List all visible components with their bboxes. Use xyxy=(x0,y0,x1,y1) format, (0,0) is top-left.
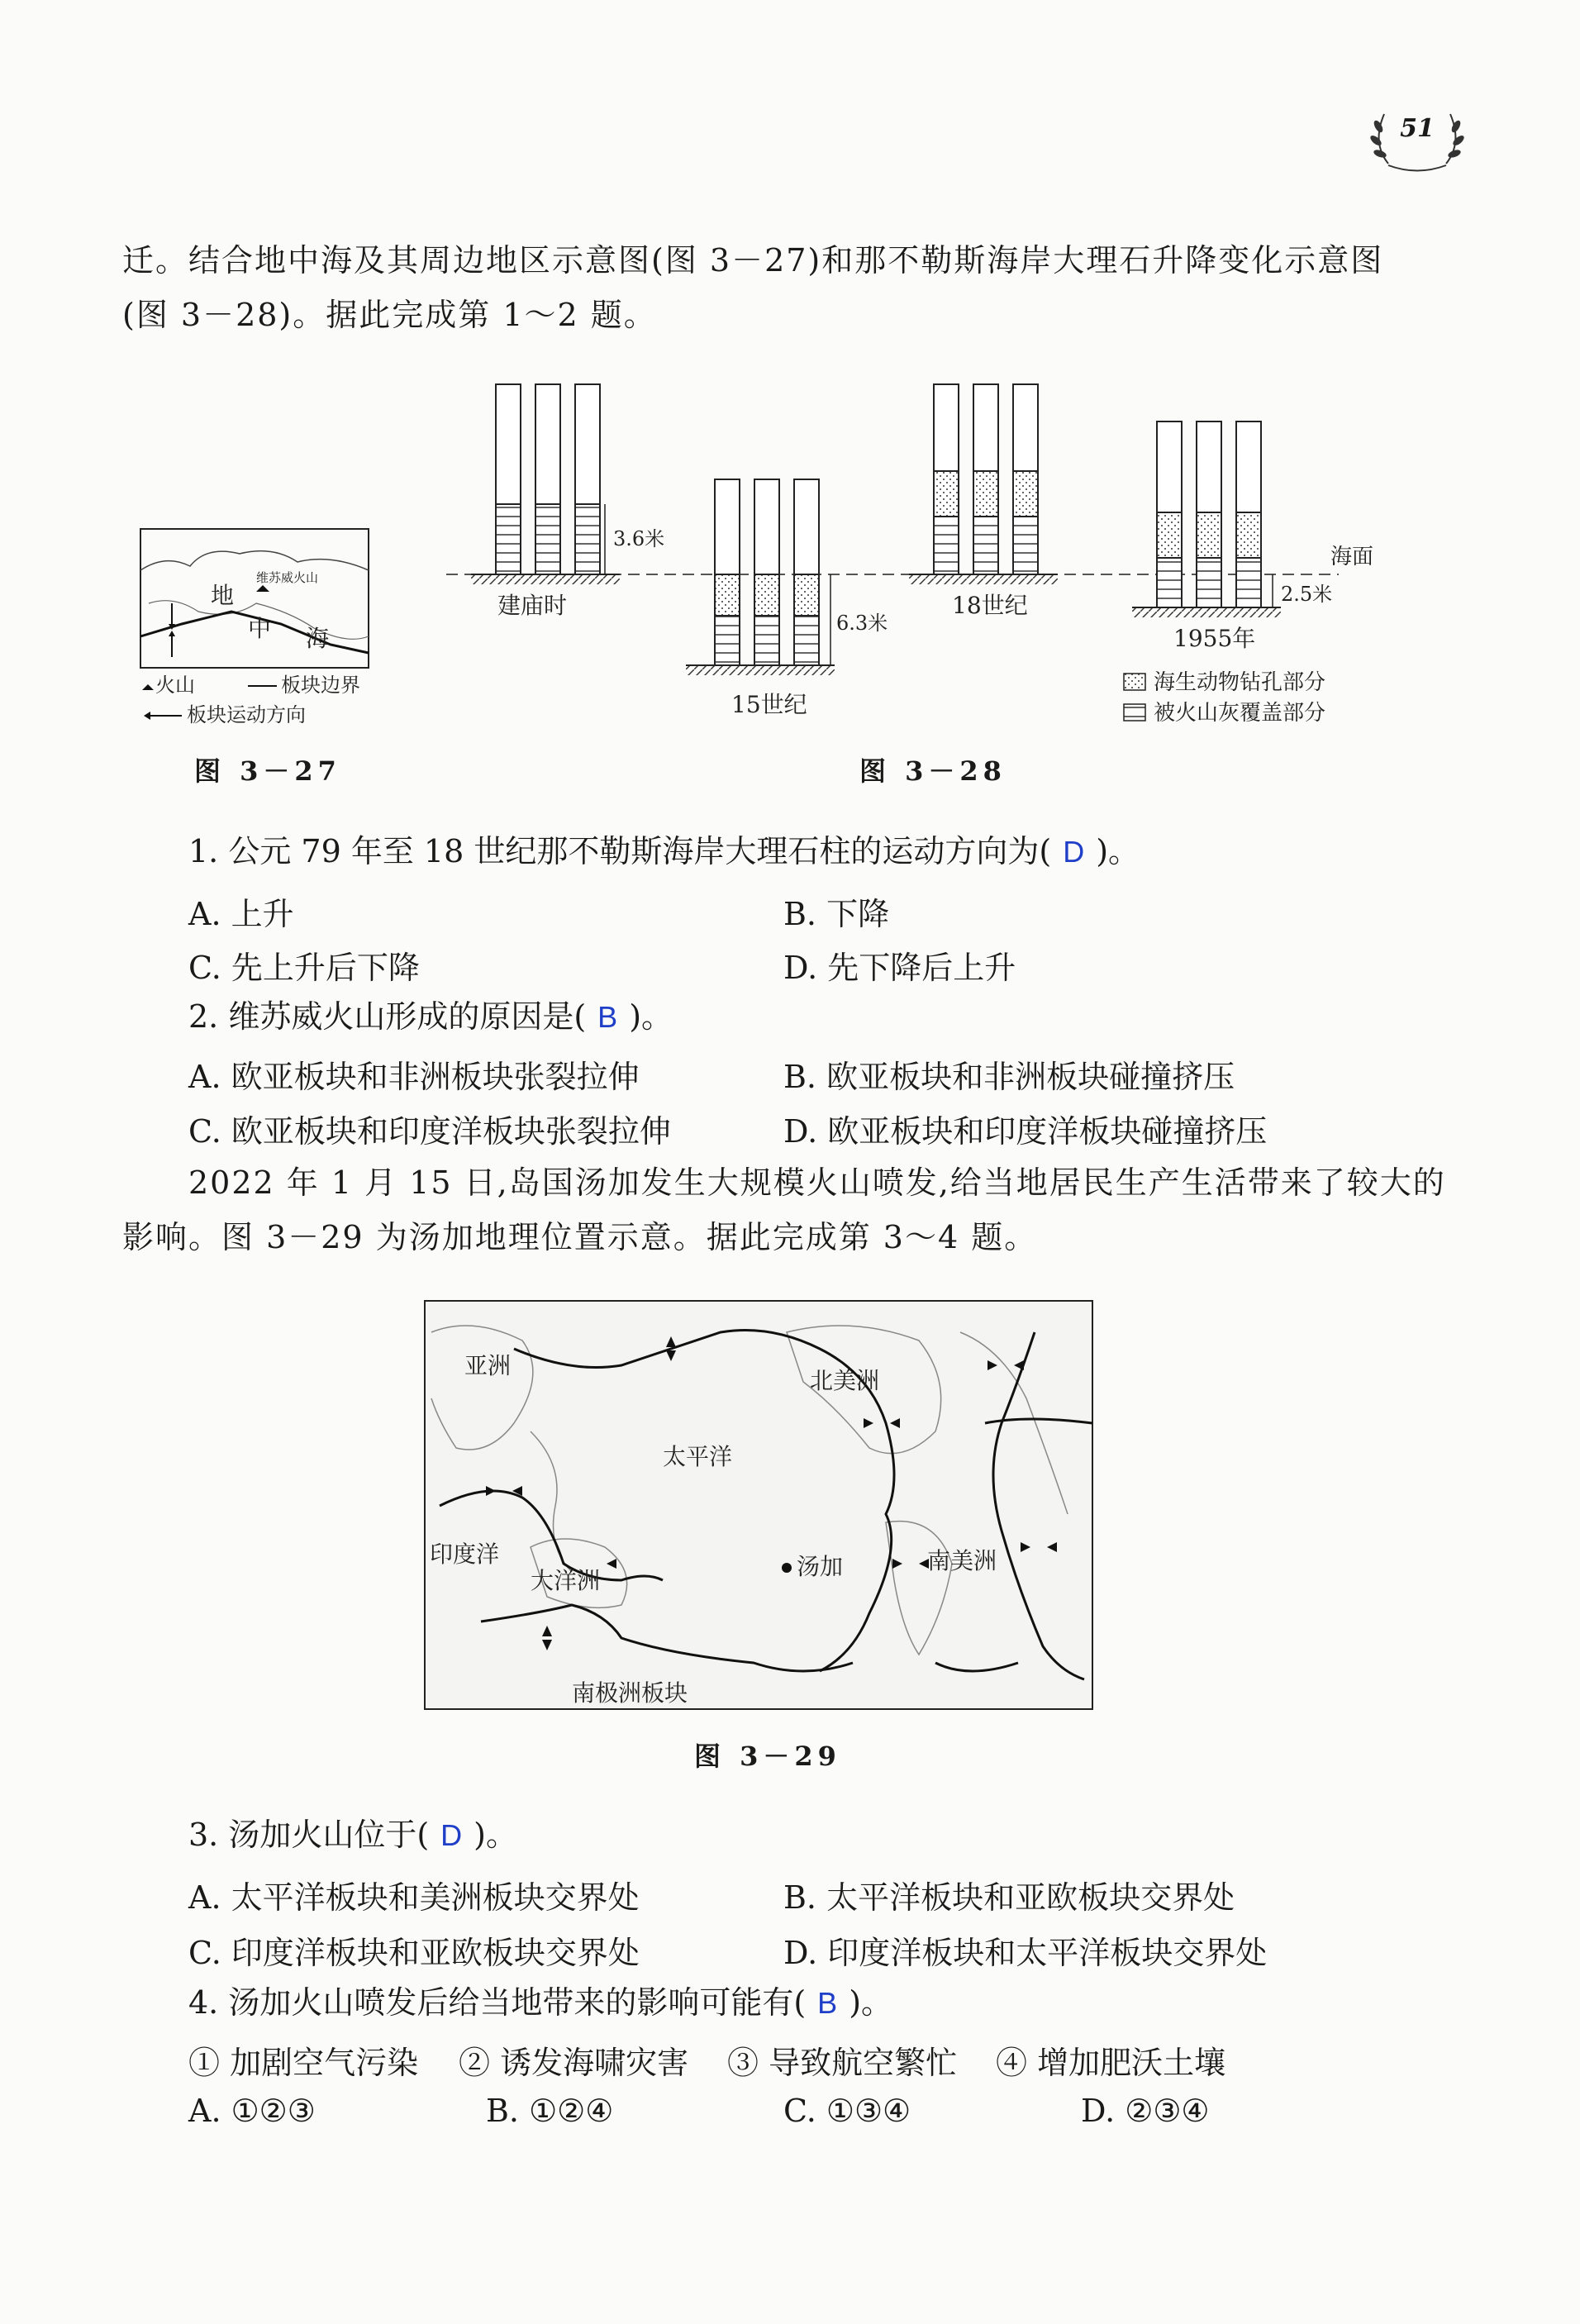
question-1-stem xyxy=(188,831,1140,873)
fig29-label-pacific: 太平洋 xyxy=(663,1443,733,1470)
fig29-label-south-america: 南美洲 xyxy=(927,1547,997,1574)
q4-item-3: ③ 导致航空繁忙 xyxy=(727,2045,958,2081)
q2-option-a: A. 欧亚板块和非洲板块张裂拉伸 xyxy=(188,1059,640,1095)
intro2-line1: 2022 年 1 月 15 日,岛国汤加发生大规模火山喷发,给当地居民生产生活带来了较大的 xyxy=(188,1164,1446,1201)
stage2-columns xyxy=(686,479,888,718)
q2-option-c: C. 欧亚板块和印度洋板块张裂拉伸 xyxy=(188,1113,671,1150)
intro1-line1: 迁。结合地中海及其周边地区示意图(图 3－27)和那不勒斯海岸大理石升降变化示意图 xyxy=(122,242,1384,279)
fig27-label-di: 地 xyxy=(211,582,235,609)
fig28-stage-2: 15世纪 xyxy=(731,691,807,718)
intro1-line2: (图 3－28)。据此完成第 1～2 题。 xyxy=(122,297,657,333)
q3-option-d: D. 印度洋板块和太平洋板块交界处 xyxy=(783,1935,1268,1971)
stage1-columns xyxy=(471,384,664,619)
fig28-stage-1: 建庙时 xyxy=(497,592,568,619)
q1-option-c: C. 先上升后下降 xyxy=(188,950,420,986)
question-2-stem xyxy=(188,996,673,1038)
q1-stem-after: )。 xyxy=(1096,833,1140,869)
legend-dots-swatch xyxy=(1124,674,1145,690)
legend-volcano-icon xyxy=(142,684,154,690)
figure-3-27-caption: 图 3－27 xyxy=(194,755,341,787)
fig29-label-north-america: 北美洲 xyxy=(810,1367,880,1394)
q2-stem-after: )。 xyxy=(629,998,673,1035)
stage3-columns xyxy=(909,384,1058,619)
fig28-sea-level: 海面 xyxy=(1330,545,1374,569)
figure-3-29-caption: 图 3－29 xyxy=(694,1741,841,1772)
q3-option-c: C. 印度洋板块和亚欧板块交界处 xyxy=(188,1935,640,1971)
q1-option-b: B. 下降 xyxy=(783,896,890,932)
figure-3-28-caption: 图 3－28 xyxy=(859,755,1007,787)
q2-stem-before: 2. 维苏威火山形成的原因是( xyxy=(188,998,587,1035)
q2-answer: B xyxy=(597,1000,618,1034)
page-number: 51 xyxy=(1400,114,1435,143)
q4-item-1: ① 加剧空气污染 xyxy=(188,2045,419,2081)
q4-option-c: C. ①③④ xyxy=(783,2093,911,2129)
q4-option-a: A. ①②③ xyxy=(188,2093,316,2129)
intro-paragraph-2 xyxy=(122,1155,1446,1264)
fig29-label-antarctic-plate: 南极洲板块 xyxy=(572,1679,688,1707)
question-3-stem xyxy=(188,1814,517,1856)
q4-option-b: B. ①②④ xyxy=(486,2093,614,2129)
fig29-label-indian-ocean: 印度洋 xyxy=(430,1541,500,1568)
q1-answer: D xyxy=(1063,835,1085,869)
fig28-stage-3: 18世纪 xyxy=(952,592,1028,619)
fig29-label-oceania: 大洋洲 xyxy=(531,1567,601,1594)
q3-option-a: A. 太平洋板块和美洲板块交界处 xyxy=(188,1879,640,1916)
fig28-legend-ash: 被火山灰覆盖部分 xyxy=(1154,701,1326,726)
figure-3-27-map xyxy=(132,521,380,736)
fig28-legend-bored: 海生动物钻孔部分 xyxy=(1154,670,1326,695)
q4-option-d: D. ②③④ xyxy=(1081,2093,1210,2129)
q1-option-a: A. 上升 xyxy=(188,896,294,932)
q1-stem-before: 1. 公元 79 年至 18 世纪那不勒斯海岸大理石柱的运动方向为( xyxy=(188,833,1052,869)
fig27-label-hai: 海 xyxy=(306,625,330,652)
stage4-columns xyxy=(1132,421,1332,652)
q4-stem-after: )。 xyxy=(849,1984,893,2021)
figure-3-29-map xyxy=(423,1299,1094,1711)
fig29-label-asia: 亚洲 xyxy=(464,1352,512,1379)
fig27-legend-direction: 板块运动方向 xyxy=(187,703,306,726)
q2-option-b: B. 欧亚板块和非洲板块碰撞挤压 xyxy=(783,1059,1235,1095)
q4-answer: B xyxy=(817,1986,838,2020)
tonga-marker-icon xyxy=(782,1563,792,1573)
fig28-measure-2: 6.3米 xyxy=(836,612,888,635)
q3-option-b: B. 太平洋板块和亚欧板块交界处 xyxy=(783,1879,1235,1916)
fig29-label-tonga: 汤加 xyxy=(797,1553,844,1580)
legend-lines-swatch xyxy=(1124,704,1145,721)
fig27-legend-volcano: 火山 xyxy=(155,674,195,697)
q4-item-4: ④ 增加肥沃土壤 xyxy=(996,2045,1226,2081)
volcano-icon xyxy=(256,585,269,592)
fig28-measure-1: 3.6米 xyxy=(613,527,665,550)
q4-stem-before: 4. 汤加火山喷发后给当地带来的影响可能有( xyxy=(188,1984,807,2021)
fig27-label-vesuvius: 维苏威火山 xyxy=(256,570,319,585)
figure-3-28-diagram xyxy=(446,372,1430,736)
intro2-line2: 影响。图 3－29 为汤加地理位置示意。据此完成第 3～4 题。 xyxy=(122,1219,1038,1255)
q3-answer: D xyxy=(440,1818,463,1852)
fig28-measure-3: 2.5米 xyxy=(1281,583,1333,606)
fig27-label-zhong: 中 xyxy=(248,615,272,642)
q2-option-d: D. 欧亚板块和印度洋板块碰撞挤压 xyxy=(783,1113,1268,1150)
question-4-stem xyxy=(188,1982,892,2024)
q3-stem-before: 3. 汤加火山位于( xyxy=(188,1817,430,1853)
q4-item-2: ② 诱发海啸灾害 xyxy=(459,2045,689,2081)
q1-option-d: D. 先下降后上升 xyxy=(783,950,1016,986)
q3-stem-after: )。 xyxy=(474,1817,517,1853)
intro-paragraph-1 xyxy=(122,233,1383,342)
fig28-stage-4: 1955年 xyxy=(1173,625,1256,652)
fig27-legend-boundary: 板块边界 xyxy=(281,674,360,697)
